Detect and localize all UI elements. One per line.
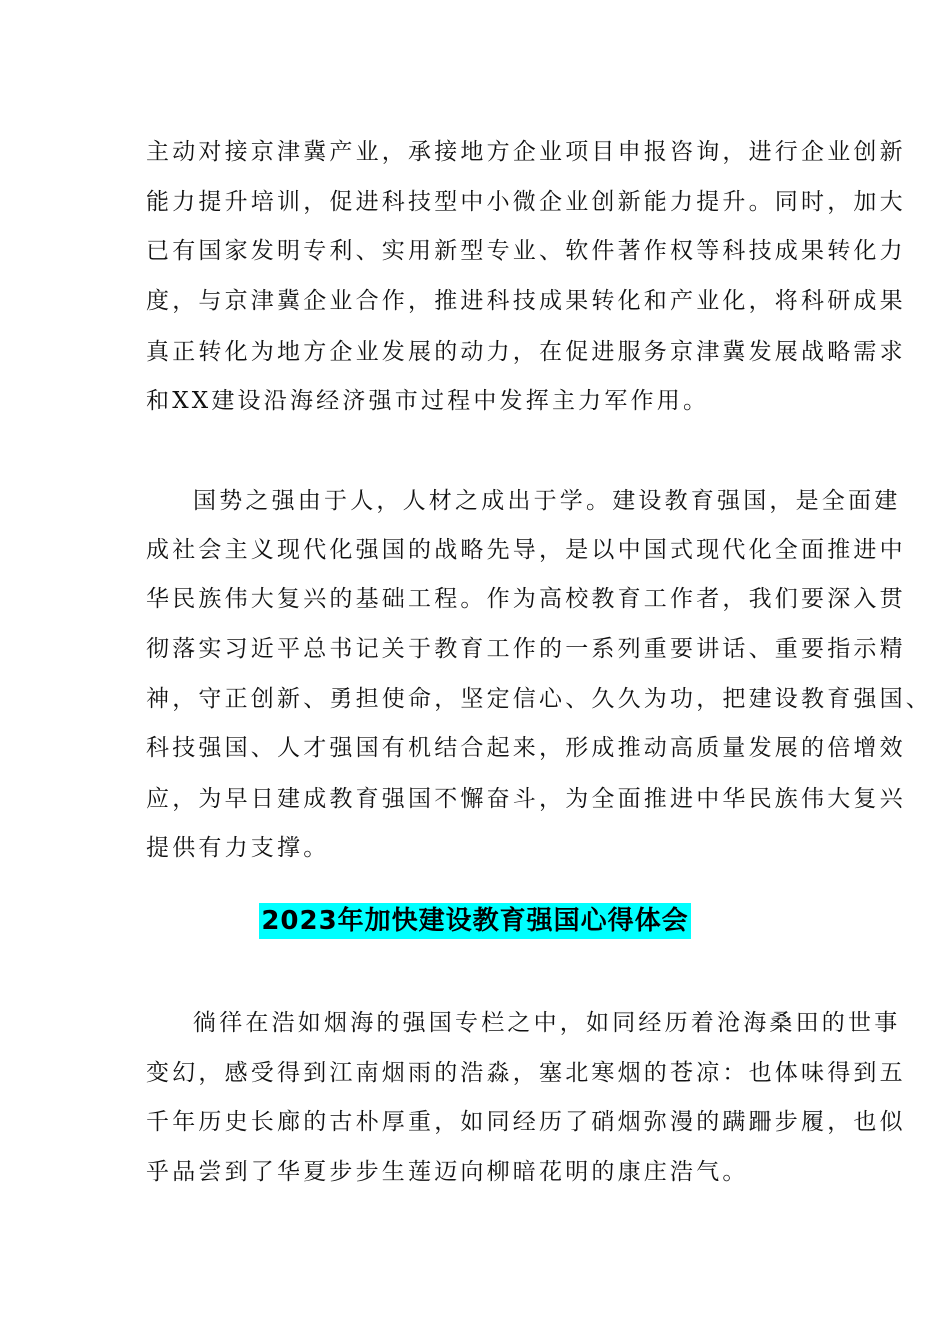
- section-heading: 2023年加快建设教育强国心得体会: [259, 903, 690, 939]
- paragraph-2-line: 应，为早日建成教育强国不懈奋斗，为全面推进中华民族伟大复兴: [146, 786, 906, 812]
- paragraph-2-line: 提供有力支撑。: [146, 835, 330, 861]
- paragraph-3-line: 变幻，感受得到江南烟雨的浩淼，塞北寒烟的苍凉：也体味得到五: [146, 1060, 906, 1086]
- section-heading-container: [0, 903, 950, 939]
- paragraph-1-line: 度，与京津冀企业合作，推进科技成果转化和产业化，将科研成果: [146, 288, 906, 314]
- paragraph-2-line: 科技强国、人才强国有机结合起来，形成推动高质量发展的倍增效: [146, 735, 906, 761]
- paragraph-1-line: 主动对接京津冀产业，承接地方企业项目申报咨询，进行企业创新: [146, 139, 906, 165]
- paragraph-1-line: 能力提升培训，促进科技型中小微企业创新能力提升。同时，加大: [146, 189, 906, 215]
- paragraph-2-line: 国势之强由于人，人材之成出于学。建设教育强国，是全面建: [193, 488, 901, 514]
- paragraph-3-line: 千年历史长廊的古朴厚重，如同经历了硝烟弥漫的蹒跚步履，也似: [146, 1109, 906, 1135]
- paragraph-2-line: 华民族伟大复兴的基础工程。作为高校教育工作者，我们要深入贯: [146, 586, 906, 612]
- paragraph-2-line: 成社会主义现代化强国的战略先导，是以中国式现代化全面推进中: [146, 537, 906, 563]
- paragraph-2-line: 神，守正创新、勇担使命，坚定信心、久久为功，把建设教育强国、: [146, 686, 932, 712]
- paragraph-1-line: 已有国家发明专利、实用新型专业、软件著作权等科技成果转化力: [146, 238, 906, 264]
- paragraph-1-line: 真正转化为地方企业发展的动力，在促进服务京津冀发展战略需求: [146, 339, 906, 365]
- paragraph-2-line: 彻落实习近平总书记关于教育工作的一系列重要讲话、重要指示精: [146, 636, 906, 662]
- paragraph-1-line: 和XX建设沿海经济强市过程中发挥主力军作用。: [146, 388, 710, 414]
- paragraph-3-line: 徜徉在浩如烟海的强国专栏之中，如同经历着沧海桑田的世事: [193, 1010, 901, 1036]
- paragraph-3-line: 乎品尝到了华夏步步生莲迈向柳暗花明的康庄浩气。: [146, 1159, 749, 1185]
